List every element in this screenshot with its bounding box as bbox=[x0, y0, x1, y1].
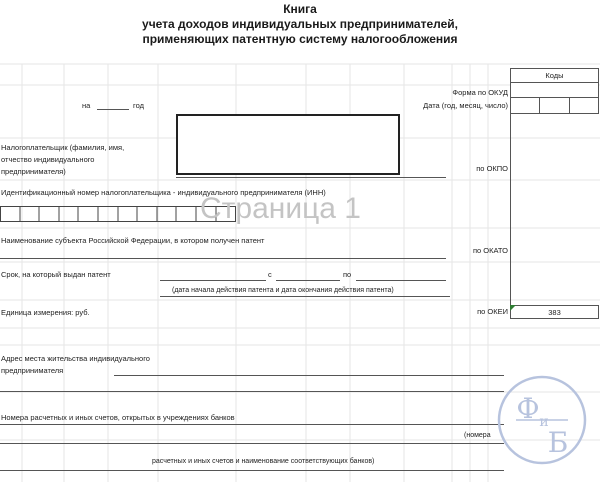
okud-code-cell[interactable] bbox=[510, 82, 599, 98]
accounts-input-3[interactable] bbox=[0, 470, 504, 471]
taxpayer-label-1: Налогоплательщик (фамилия, имя, bbox=[1, 143, 125, 152]
from-label: с bbox=[268, 270, 272, 279]
taxpayer-label-3: предпринимателя) bbox=[1, 167, 66, 176]
year-prefix: на bbox=[82, 101, 91, 110]
fib-logo-icon bbox=[496, 374, 588, 466]
date-label: Дата (год, месяц, число) bbox=[423, 101, 508, 110]
address-label-1: Адрес места жительства индивидуального bbox=[1, 354, 150, 363]
accounts-hint-2: расчетных и иных счетов и наименование соответствующих банков) bbox=[152, 458, 375, 465]
title-line-3: применяющих патентную систему налогообложения bbox=[142, 32, 458, 46]
patent-term-label: Срок, на который выдан патент bbox=[1, 270, 111, 279]
cell-corner-marker-icon bbox=[510, 305, 516, 311]
unit-label: Единица измерения: руб. bbox=[1, 308, 90, 317]
patent-to-input[interactable] bbox=[356, 280, 446, 281]
patent-term-underline bbox=[160, 296, 450, 297]
to-label: по bbox=[343, 270, 352, 279]
date-month-cell[interactable] bbox=[539, 97, 570, 114]
taxpayer-name-field[interactable] bbox=[176, 114, 400, 175]
codes-header: Коды bbox=[545, 71, 564, 80]
okato-label: по ОКАТО bbox=[472, 246, 508, 255]
page-watermark: Страница 1 bbox=[200, 192, 361, 225]
okpo-label: по ОКПО bbox=[476, 164, 508, 173]
fib-logo-letter-1: Ф bbox=[516, 392, 540, 425]
okei-code-cell bbox=[510, 305, 599, 319]
patent-term-hint: (дата начала действия патента и дата окончания действия патента) bbox=[172, 287, 394, 294]
patent-start-input[interactable] bbox=[160, 280, 266, 281]
form-okud-label: Форма по ОКУД bbox=[452, 88, 508, 97]
okei-value: 383 bbox=[548, 308, 561, 317]
year-suffix: год bbox=[133, 101, 144, 110]
taxpayer-label-2: отчество индивидуального bbox=[1, 155, 95, 164]
inn-label: Идентификационный номер налогоплательщика - индивидуального предпринимателя (ИНН) bbox=[1, 188, 326, 197]
date-year-cell[interactable] bbox=[510, 97, 540, 114]
address-label-2: предпринимателя bbox=[1, 366, 64, 375]
region-input[interactable] bbox=[0, 258, 446, 259]
address-input-2[interactable] bbox=[0, 391, 504, 392]
region-label: Наименование субъекта Российской Федерации, в котором получен патент bbox=[1, 236, 265, 245]
accounts-input-2[interactable] bbox=[0, 443, 504, 444]
title-line-1: Книга bbox=[283, 2, 317, 16]
accounts-label: Номера расчетных и иных счетов, открытых в учреждениях банков bbox=[1, 413, 235, 422]
address-input[interactable] bbox=[114, 375, 504, 376]
accounts-input[interactable] bbox=[0, 424, 504, 425]
patent-from-input[interactable] bbox=[276, 280, 340, 281]
year-input[interactable] bbox=[97, 109, 129, 110]
okei-label: по ОКЕИ bbox=[477, 307, 508, 316]
fib-logo-letter-2: и bbox=[539, 414, 549, 430]
taxpayer-underline bbox=[176, 177, 446, 178]
accounts-hint-1: (номера bbox=[464, 432, 491, 439]
fib-logo-letter-3: Б bbox=[547, 426, 569, 459]
title-line-2: учета доходов индивидуальных предпринимателей, bbox=[142, 17, 458, 31]
codes-header-cell bbox=[510, 68, 599, 83]
date-day-cell[interactable] bbox=[569, 97, 599, 114]
